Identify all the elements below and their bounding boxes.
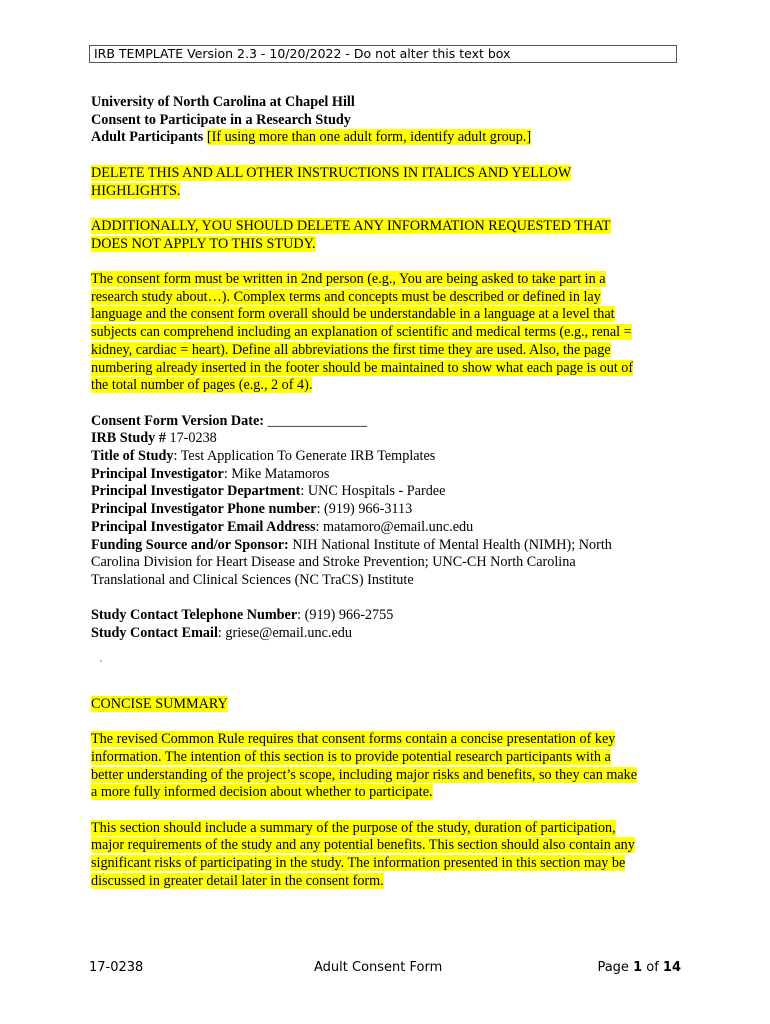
footer-page-number: Page 1 of 14 (597, 960, 681, 975)
pi-email-line: Principal Investigator Email Address: matamoro@email.unc.edu (91, 518, 474, 535)
summary-paragraph-1: The revised Common Rule requires that consent forms contain a concise presentation of key information. The intention of this section is to provide potential research participants with a better understanding of the project’s scope, including major risks and benefits, so they can make a more fully informed decision about whether to participate. (91, 731, 638, 801)
participants-note: [If using more than one adult form, identify adult group.] (206, 129, 532, 146)
pi-department-line: Principal Investigator Department: UNC Hospitals - Pardee (91, 483, 446, 500)
delete-instruction: DELETE THIS AND ALL OTHER INSTRUCTIONS IN ITALICS AND YELLOW HIGHLIGHTS. (91, 164, 572, 199)
pi-line: Principal Investigator: Mike Matamoros (91, 465, 330, 482)
footer-study-number: 17-0238 (89, 960, 144, 975)
document-body (91, 94, 681, 890)
contact-email-line: Study Contact Email: griese@email.unc.edu (91, 625, 352, 642)
additional-instruction: ADDITIONALLY, YOU SHOULD DELETE ANY INFORMATION REQUESTED THAT DOES NOT APPLY TO THIS STUDY. (91, 217, 611, 252)
template-version-box: IRB TEMPLATE Version 2.3 - 10/20/2022 - Do not alter this text box (89, 45, 677, 63)
page-footer (89, 960, 681, 980)
consent-title: Consent to Participate in a Research Study (91, 111, 351, 128)
footer-form-name: Adult Consent Form (314, 960, 443, 975)
study-title-line: Title of Study: Test Application To Generate IRB Templates (91, 448, 436, 464)
contact-phone-line: Study Contact Telephone Number: (919) 966-2755 (91, 607, 394, 624)
participants-line: Adult Participants [If using more than one adult form, identify adult group.] (91, 129, 532, 146)
pi-phone-line: Principal Investigator Phone number: (919) 966-3113 (91, 501, 413, 518)
funding-source: Funding Source and/or Sponsor: NIH National Institute of Mental Health (NIMH); North Carolina Division for Heart Disease and Stroke Prevention; UNC-CH North Carolina Translational and Clinical Sciences (NC TraCS) Institute (91, 536, 612, 588)
irb-study-line: IRB Study # 17-0238 (91, 430, 217, 447)
stray-mark (100, 660, 102, 662)
concise-summary-heading: CONCISE SUMMARY (91, 695, 228, 712)
university-heading: University of North Carolina at Chapel Hill (91, 94, 355, 110)
summary-paragraph-2: This section should include a summary of the purpose of the study, duration of participation, major requirements of the study and any potential benefits. This section should also contain any significant risks of participating in the study. The information presented in this section may be discussed in greater detail later in the consent form. (91, 819, 635, 889)
consent-instruction-paragraph: The consent form must be written in 2nd person (e.g., You are being asked to take part in a research study about…). Complex terms and concepts must be described or defined in lay language and the consent form overall should be understandable in a language at a level that subjects can comprehend including an explanation of scientific and medical terms (e.g., renal = kidney, cardiac = heart). Define all abbreviations the first time they are used. Also, the page numbering already inserted in the footer should be maintained to show what each page is out of the total number of pages (e.g., 2 of 4). (91, 270, 634, 394)
version-date-line: Consent Form Version Date: ______________ (91, 412, 367, 429)
